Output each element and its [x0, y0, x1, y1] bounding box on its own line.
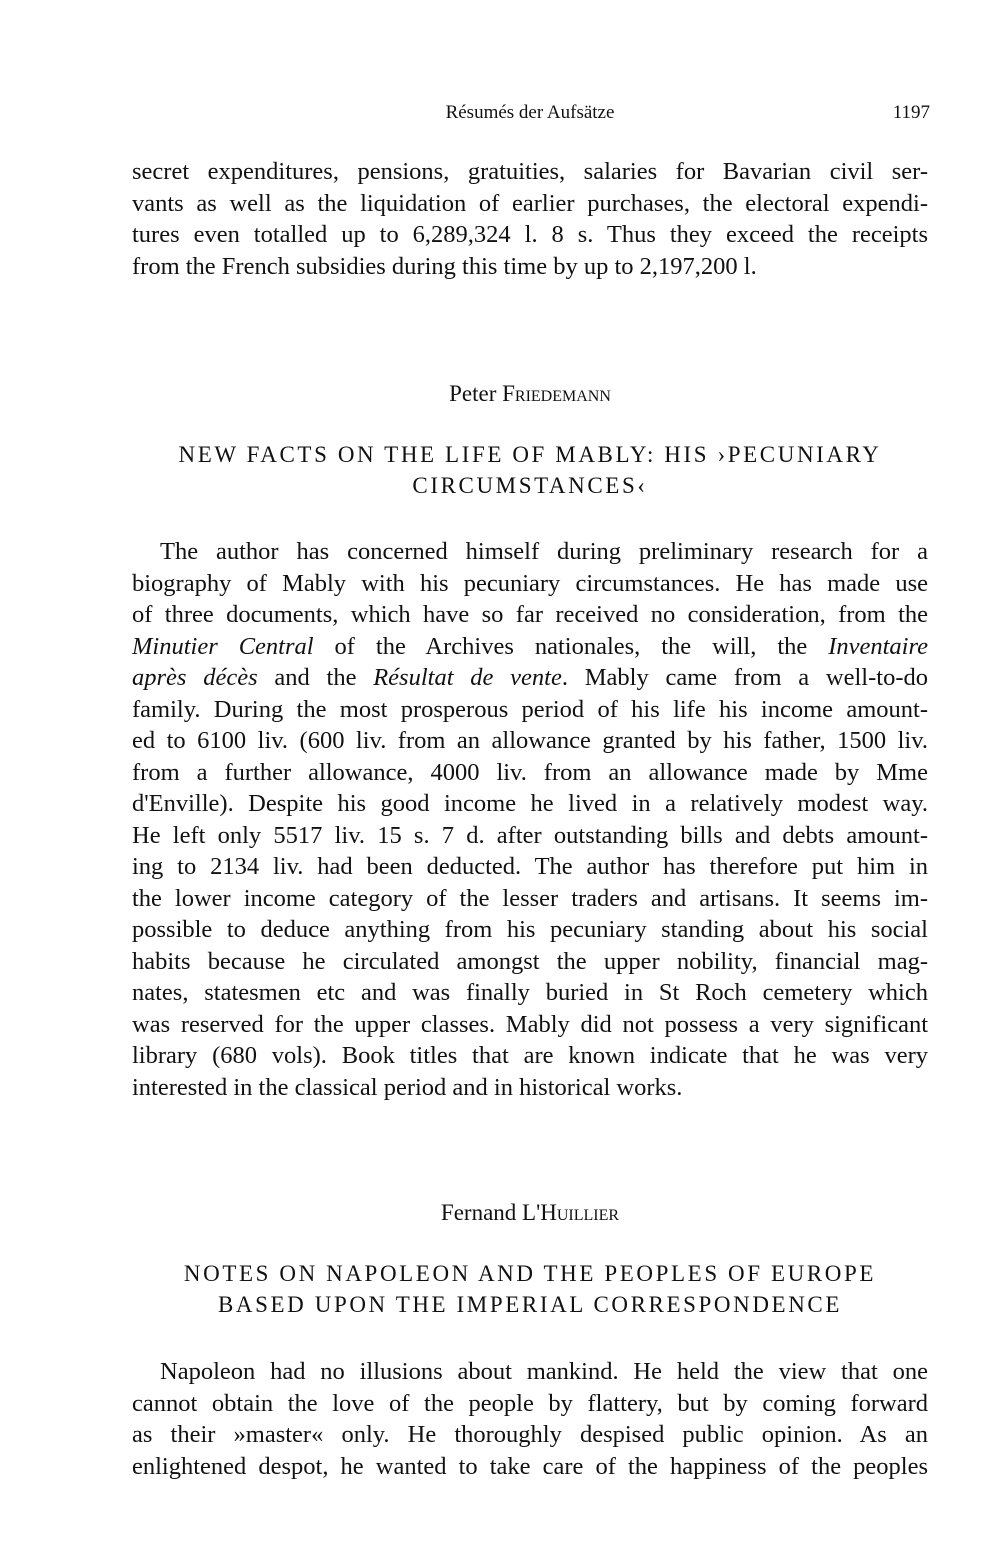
text-line: as their »master« only. He thoroughly despised public opinion. As an — [132, 1421, 928, 1448]
article1-abstract — [132, 536, 928, 1103]
title-line: NEW FACTS ON THE LIFE OF MABLY: HIS ›PECUNIARY — [178, 442, 882, 467]
text-line: ed to 6100 liv. (600 liv. from an allowance granted by his father, 1500 liv. — [132, 727, 928, 754]
text-line: the lower income category of the lesser traders and artisans. It seems im- — [132, 884, 928, 912]
text-line: library (680 vols). Book titles that are known indicate that he was very — [132, 1042, 928, 1069]
text-span: and the — [257, 664, 374, 691]
author-first-name: Fernand L' — [440, 1200, 541, 1225]
article2-author — [132, 1200, 928, 1226]
article2-title — [132, 1258, 928, 1320]
author-surname: Huillier — [540, 1200, 620, 1225]
text-span: . Mably came from a well-to-do — [561, 664, 928, 691]
running-head — [130, 102, 930, 132]
text-line: ing to 2134 liv. had been deducted. The author has therefore put him in — [132, 853, 928, 880]
text-line: secret expenditures, pensions, gratuities, salaries for Bavarian civil ser- — [132, 158, 928, 185]
text-line: cannot obtain the love of the people by flattery, but by coming forward — [132, 1389, 928, 1417]
author-first-name: Peter — [449, 381, 503, 406]
text-line: interested in the classical period and in historical works. — [132, 1073, 683, 1101]
text-line: Napoleon had no illusions about mankind. He held the view that one — [160, 1358, 928, 1385]
italic-term: Inventaire — [828, 632, 928, 660]
text-line: family. During the most prosperous period of his life his income amount- — [132, 695, 928, 723]
text-line — [132, 631, 928, 663]
text-line: d'Enville). Despite his good income he lived in a relatively modest way. — [132, 790, 928, 817]
italic-term: après décès — [132, 664, 258, 691]
text-line: vants as well as the liquidation of earlier purchases, the electoral expendi- — [132, 189, 928, 217]
article1-author — [132, 381, 928, 407]
author-surname: Friedemann — [502, 381, 611, 406]
text-line: The author has concerned himself during preliminary research for a — [160, 538, 928, 565]
page-number: 1197 — [892, 102, 930, 123]
running-title: Résumés der Aufsätze — [445, 102, 615, 123]
title-line: CIRCUMSTANCES‹ — [412, 473, 648, 498]
italic-term: Résultat de vente — [373, 664, 562, 691]
text-line: from the French subsidies during this time by up to 2,197,200 l. — [132, 252, 757, 280]
article1-title — [132, 439, 928, 501]
text-line: biography of Mably with his pecuniary circumstances. He has made use — [132, 569, 928, 597]
article2-abstract — [132, 1356, 928, 1482]
text-line: habits because he circulated amongst the upper nobility, financial mag- — [132, 947, 928, 975]
text-line: possible to deduce anything from his pecuniary standing about his social — [132, 916, 928, 943]
text-line: He left only 5517 liv. 15 s. 7 d. after outstanding bills and debts amount- — [132, 821, 928, 849]
italic-term: Minutier Central — [132, 632, 314, 660]
title-line: BASED UPON THE IMPERIAL CORRESPONDENCE — [217, 1292, 842, 1317]
text-line: tures even totalled up to 6,289,324 l. 8 s. Thus they exceed the receipts — [132, 221, 928, 248]
text-line: nates, statesmen etc and was finally buried in St Roch cemetery which — [132, 979, 928, 1006]
text-line: enlightened despot, he wanted to take care of the happiness of the peoples — [132, 1452, 928, 1480]
text-line: from a further allowance, 4000 liv. from an allowance made by Mme — [132, 758, 928, 786]
text-line: was reserved for the upper classes. Mably did not possess a very significant — [132, 1010, 928, 1038]
title-line: NOTES ON NAPOLEON AND THE PEOPLES OF EUROPE — [183, 1261, 877, 1286]
text-line — [132, 662, 928, 694]
text-line: of three documents, which have so far received no consideration, from the — [132, 601, 928, 628]
intro-paragraph — [132, 156, 928, 282]
text-span: of the Archives nationales, the will, the — [313, 632, 829, 660]
